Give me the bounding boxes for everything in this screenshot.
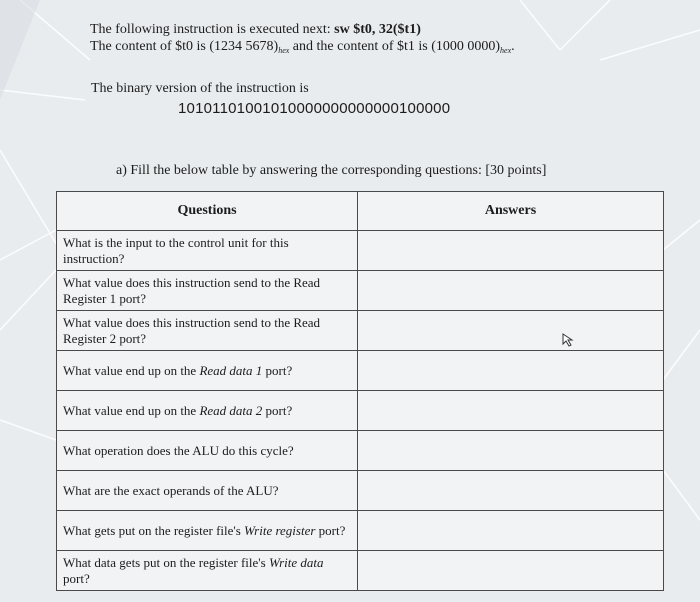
question-cell — [57, 511, 358, 551]
answer-cell[interactable] — [358, 351, 664, 391]
binary-value: 10101101001010000000000000100000 — [178, 100, 451, 117]
question-text: What value does this instruction send to the Read Register 1 port? — [63, 274, 321, 306]
question-text-end: port? — [315, 522, 346, 538]
answer-cell[interactable] — [358, 311, 664, 351]
question-emphasis: Write data — [268, 554, 324, 570]
question-text: What operation does the ALU do this cycle? — [63, 442, 294, 458]
table-row — [57, 551, 664, 591]
answers-header: Answers — [358, 192, 664, 231]
qa-table — [56, 191, 664, 591]
question-text: What value does this instruction send to the Read Register 2 port? — [63, 314, 321, 346]
table-header-row — [57, 192, 664, 231]
table-row — [57, 271, 664, 311]
t1-content-text: and the content of $t1 is (1000 0000) — [289, 39, 501, 54]
answer-cell[interactable] — [358, 431, 664, 471]
question-cell — [57, 311, 358, 351]
question-text-end: port? — [262, 362, 293, 378]
answer-cell[interactable] — [358, 471, 664, 511]
question-emphasis: Write register — [244, 522, 316, 538]
intro-line-2 — [90, 39, 515, 59]
table-row — [57, 391, 664, 431]
table-row — [57, 511, 664, 551]
table-row — [57, 351, 664, 391]
question-text: What is the input to the control unit for this instruction? — [63, 234, 289, 266]
instruction-text: sw $t0, 32($t1) — [334, 22, 421, 37]
question-cell — [57, 431, 358, 471]
intro-text: The following instruction is executed next: — [90, 22, 335, 37]
t0-content-text: The content of $t0 is (1234 5678) — [90, 39, 279, 54]
mouse-cursor-icon — [562, 333, 576, 347]
question-cell — [57, 471, 358, 511]
table-row — [57, 471, 664, 511]
sentence-period: . — [511, 39, 515, 54]
binary-label: The binary version of the instruction is — [91, 81, 309, 96]
answer-cell[interactable] — [358, 271, 664, 311]
hex-subscript: hex — [500, 46, 512, 55]
answer-cell[interactable] — [358, 511, 664, 551]
intro-line-1 — [90, 22, 421, 38]
question-cell — [57, 351, 358, 391]
question-cell — [57, 231, 358, 271]
question-cell — [57, 271, 358, 311]
question-text: What data gets put on the register file's — [63, 554, 269, 570]
question-heading: a) Fill the below table by answering the corresponding questions: [30 points] — [116, 163, 547, 178]
question-cell — [57, 551, 358, 591]
question-text-end: port? — [262, 402, 293, 418]
question-text: What are the exact operands of the ALU? — [63, 482, 279, 498]
questions-header: Questions — [57, 192, 358, 231]
question-text-end: port? — [63, 570, 90, 586]
question-emphasis: Read data 1 — [199, 362, 263, 378]
question-text: What value end up on the — [63, 402, 200, 418]
answer-cell[interactable] — [358, 391, 664, 431]
table-row — [57, 231, 664, 271]
question-text: What value end up on the — [63, 362, 200, 378]
question-cell — [57, 391, 358, 431]
hex-subscript: hex — [278, 46, 290, 55]
table-row — [57, 431, 664, 471]
question-text: What gets put on the register file's — [63, 522, 245, 538]
answer-cell[interactable] — [358, 231, 664, 271]
answer-cell[interactable] — [358, 551, 664, 591]
question-emphasis: Read data 2 — [199, 402, 263, 418]
